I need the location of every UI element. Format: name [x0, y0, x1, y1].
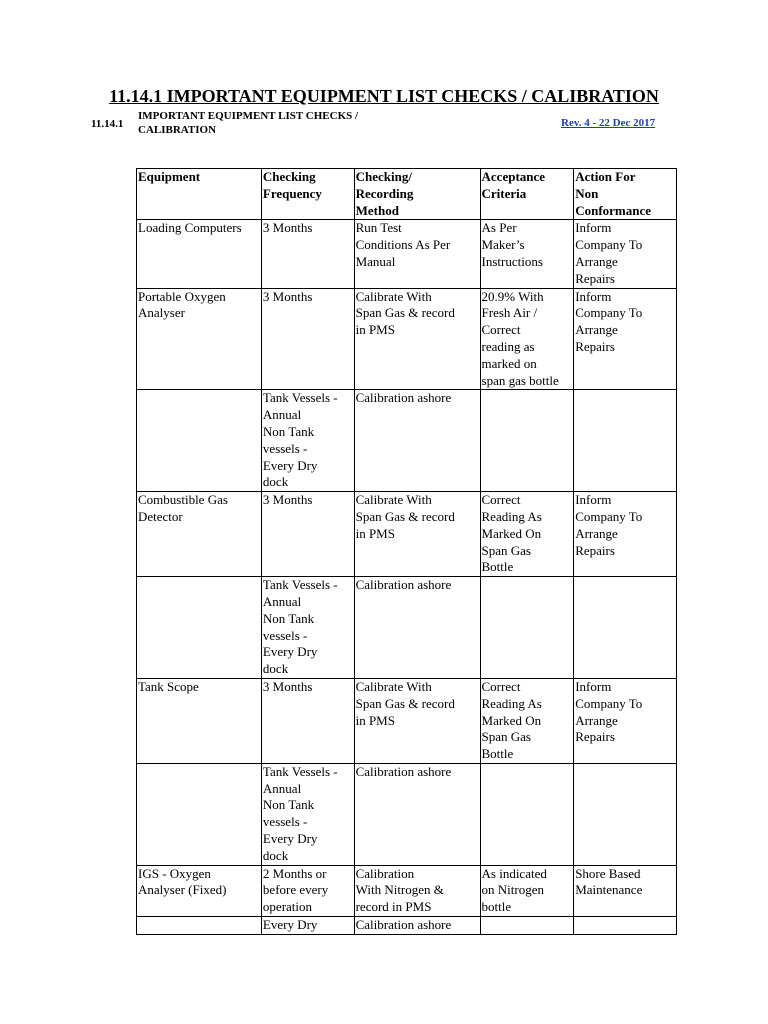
cell-criteria: Correct Reading As Marked On Span Gas Bottle — [480, 678, 574, 763]
cell-action — [574, 390, 677, 492]
cell-frequency: Tank Vessels - Annual Non Tank vessels - Every Dry dock — [261, 577, 354, 679]
cell-frequency: 2 Months or before every operation — [261, 865, 354, 916]
cell-equipment: IGS - Oxygen Analyser (Fixed) — [137, 865, 262, 916]
cell-method: Calibration ashore — [354, 577, 480, 679]
cell-criteria: 20.9% With Fresh Air / Correct reading as marked on span gas bottle — [480, 288, 574, 390]
cell-equipment: Loading Computers — [137, 220, 262, 288]
cell-frequency: Tank Vessels - Annual Non Tank vessels - Every Dry dock — [261, 763, 354, 865]
column-header-equipment: Equipment — [137, 169, 262, 220]
table-row — [137, 577, 677, 679]
cell-method: Calibration ashore — [354, 763, 480, 865]
cell-equipment: Combustible Gas Detector — [137, 492, 262, 577]
column-header-frequency: Checking Frequency — [261, 169, 354, 220]
table-row — [137, 678, 677, 763]
cell-method: Calibration ashore — [354, 390, 480, 492]
cell-action: Inform Company To Arrange Repairs — [574, 678, 677, 763]
cell-criteria — [480, 577, 574, 679]
table-row — [137, 220, 677, 288]
cell-equipment: Tank Scope — [137, 678, 262, 763]
cell-frequency: Every Dry — [261, 917, 354, 935]
cell-action — [574, 577, 677, 679]
cell-criteria: As indicated on Nitrogen bottle — [480, 865, 574, 916]
cell-criteria — [480, 917, 574, 935]
cell-criteria — [480, 390, 574, 492]
cell-equipment: Portable Oxygen Analyser — [137, 288, 262, 390]
table-row — [137, 288, 677, 390]
cell-method: Calibrate With Span Gas & record in PMS — [354, 492, 480, 577]
revision-link[interactable]: Rev. 4 - 22 Dec 2017 — [561, 117, 656, 129]
cell-action: Inform Company To Arrange Repairs — [574, 492, 677, 577]
cell-criteria: Correct Reading As Marked On Span Gas Bottle — [480, 492, 574, 577]
cell-method: Calibrate With Span Gas & record in PMS — [354, 678, 480, 763]
cell-frequency: 3 Months — [261, 678, 354, 763]
cell-equipment — [137, 763, 262, 865]
table-header-row — [137, 169, 677, 220]
cell-equipment — [137, 577, 262, 679]
table-row — [137, 865, 677, 916]
page-title: 11.14.1 IMPORTANT EQUIPMENT LIST CHECKS / CALIBRATION — [109, 86, 659, 106]
section-number: 11.14.1 — [91, 118, 124, 130]
cell-frequency: 3 Months — [261, 492, 354, 577]
cell-frequency: 3 Months — [261, 220, 354, 288]
section-title: IMPORTANT EQUIPMENT LIST CHECKS / CALIBRATION — [138, 110, 359, 136]
cell-method: Calibration ashore — [354, 917, 480, 935]
cell-frequency: Tank Vessels - Annual Non Tank vessels - Every Dry dock — [261, 390, 354, 492]
cell-action — [574, 917, 677, 935]
cell-action: Inform Company To Arrange Repairs — [574, 288, 677, 390]
table-row — [137, 390, 677, 492]
column-header-action: Action For Non Conformance — [574, 169, 677, 220]
table-row — [137, 917, 677, 935]
cell-method: Calibration With Nitrogen & record in PMS — [354, 865, 480, 916]
table-row — [137, 492, 677, 577]
cell-method: Run Test Conditions As Per Manual — [354, 220, 480, 288]
cell-method: Calibrate With Span Gas & record in PMS — [354, 288, 480, 390]
cell-action: Shore Based Maintenance — [574, 865, 677, 916]
cell-action — [574, 763, 677, 865]
cell-equipment — [137, 917, 262, 935]
equipment-table — [136, 168, 677, 935]
cell-action: Inform Company To Arrange Repairs — [574, 220, 677, 288]
column-header-criteria: Acceptance Criteria — [480, 169, 574, 220]
cell-criteria: As Per Maker’s Instructions — [480, 220, 574, 288]
cell-equipment — [137, 390, 262, 492]
column-header-method: Checking/ Recording Method — [354, 169, 480, 220]
cell-criteria — [480, 763, 574, 865]
cell-frequency: 3 Months — [261, 288, 354, 390]
table-row — [137, 763, 677, 865]
